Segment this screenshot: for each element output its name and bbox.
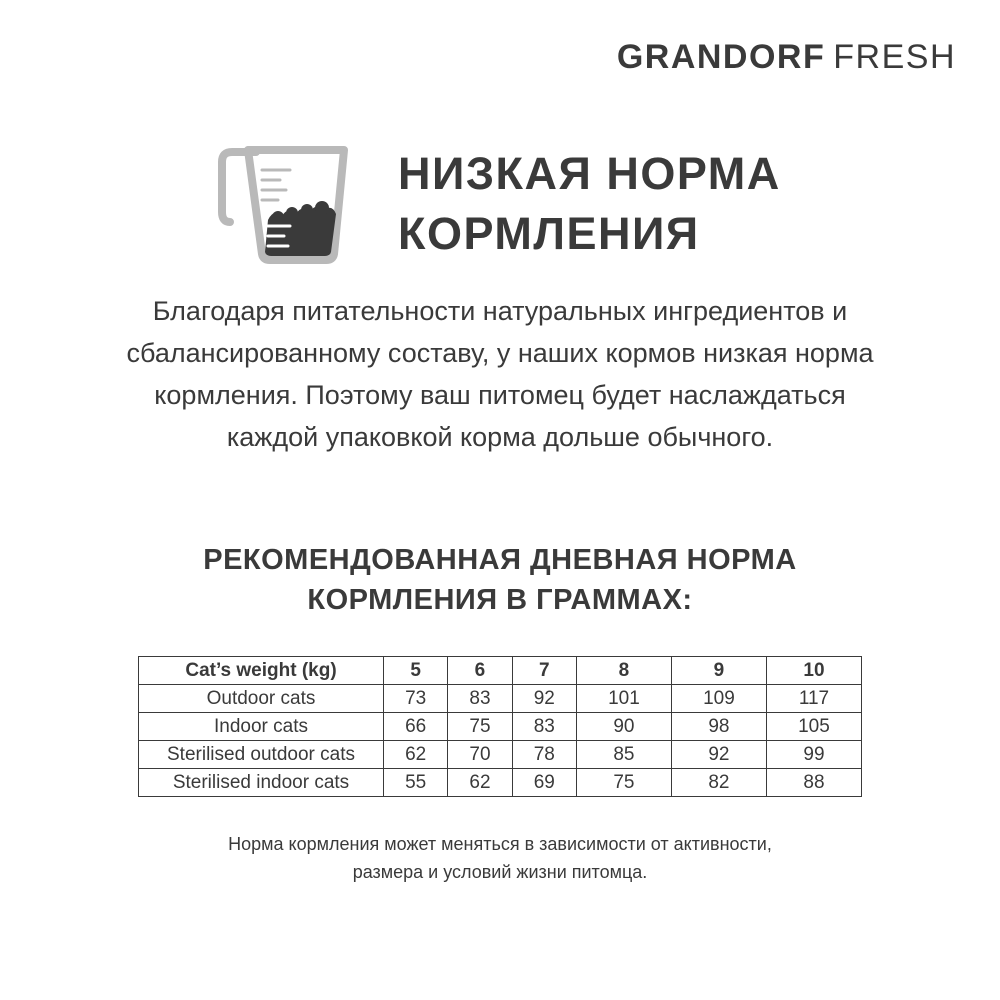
header-cell-weight: 7 [512,657,576,685]
table-cell: 75 [448,713,512,741]
table-cell: 83 [448,685,512,713]
header-cell-weight: 5 [384,657,448,685]
intro-line: кормления. Поэтому ваш питомец будет наслаждаться [154,380,846,410]
brand-name-bold: GRANDORF [616,38,826,76]
table-cell: 82 [671,769,766,797]
feeding-table [138,656,862,797]
table-cell: 55 [384,769,448,797]
table-row [139,685,862,713]
table-row [139,713,862,741]
table-cell: 69 [512,769,576,797]
table-cell: 98 [671,713,766,741]
table-cell: 62 [384,741,448,769]
page-title [398,144,781,264]
brand-logo [617,38,956,77]
table-cell: 99 [766,741,861,769]
row-label-cell: Sterilised indoor cats [139,769,384,797]
header-cell-weight-label: Cat’s weight (kg) [139,657,384,685]
page-title-line-1: НИЗКАЯ НОРМА [398,148,781,199]
table-header-row [139,657,862,685]
header-cell-weight: 6 [448,657,512,685]
header-cell-weight: 8 [576,657,671,685]
row-label-cell: Sterilised outdoor cats [139,741,384,769]
intro-line: Благодаря питательности натуральных ингредиентов и [152,296,848,326]
table-cell: 109 [671,685,766,713]
table-cell: 78 [512,741,576,769]
table-cell: 62 [448,769,512,797]
table-cell: 92 [671,741,766,769]
row-label-cell: Outdoor cats [139,685,384,713]
section-title-line-1: РЕКОМЕНДОВАННАЯ ДНЕВНАЯ НОРМА [203,544,797,576]
footnote-line: Норма кормления может меняться в зависимости от активности, [228,834,772,854]
table-cell: 101 [576,685,671,713]
measuring-cup-icon [218,146,350,264]
header-cell-weight: 10 [766,657,861,685]
table-cell: 92 [512,685,576,713]
intro-paragraph [60,290,940,458]
footnote-line: размера и условий жизни питомца. [352,862,648,882]
table-cell: 85 [576,741,671,769]
table-cell: 75 [576,769,671,797]
section-title-line-2: КОРМЛЕНИЯ В ГРАММАХ: [307,584,693,616]
row-label-cell: Indoor cats [139,713,384,741]
intro-line: сбалансированному составу, у наших кормов низкая норма [126,338,874,368]
section-title [100,540,900,620]
table-cell: 117 [766,685,861,713]
table-cell: 70 [448,741,512,769]
table-cell: 90 [576,713,671,741]
header-cell-weight: 9 [671,657,766,685]
footnote [100,830,900,886]
brand-name-light: FRESH [833,38,956,76]
table-row [139,741,862,769]
intro-line: каждой упаковкой корма дольше обычного. [226,422,774,452]
table-row [139,769,862,797]
table-cell: 105 [766,713,861,741]
table-cell: 88 [766,769,861,797]
page-title-line-2: КОРМЛЕНИЯ [398,208,700,259]
table-cell: 73 [384,685,448,713]
table-cell: 83 [512,713,576,741]
table-cell: 66 [384,713,448,741]
